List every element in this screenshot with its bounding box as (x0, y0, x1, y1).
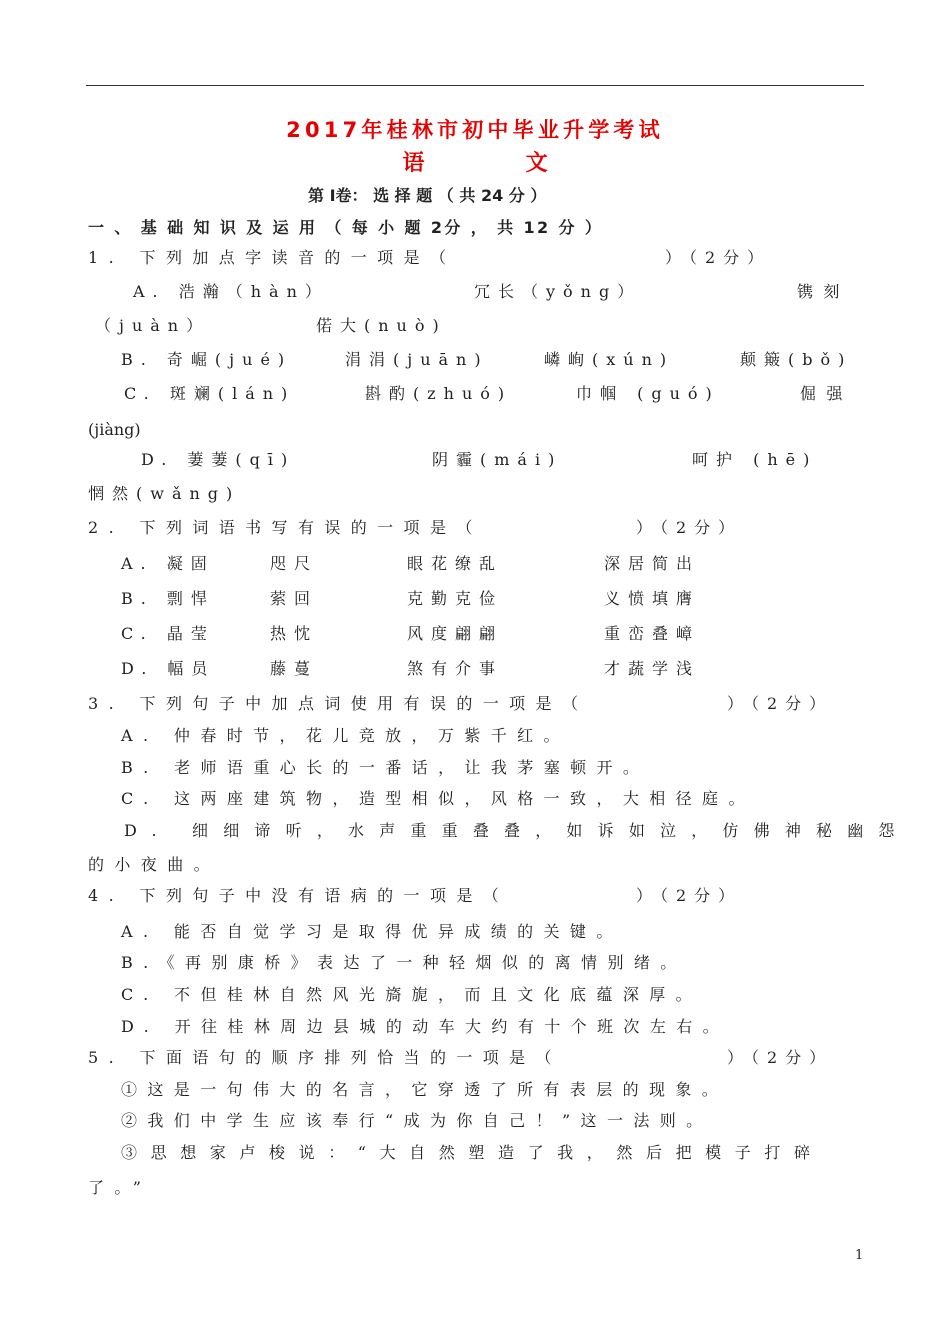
q2-a-3: 眼花缭乱 (407, 554, 504, 573)
q1-option-b-1: B. 奇崛(jué) (121, 350, 293, 369)
q5-sentence-3-2: 了。” (88, 1178, 152, 1197)
q1-option-b-4: 颠簸(bǒ) (740, 350, 853, 369)
q3-option-a: A. 仲春时节，花儿竞放，万紫千红。 (121, 726, 570, 745)
q2-c-4: 重峦叠嶂 (604, 624, 701, 643)
section-heading: 一 、 基 础 知 识 及 运 用 （ 每 小 题 2分 ， 共 12 分 ） (88, 218, 604, 237)
q1-option-d-2: 阴霾(mái) (432, 450, 563, 469)
q5-sentence-2: ②我们中学生应该奉行“成为你自己！”这一法则。 (121, 1111, 713, 1130)
q3-stem: 3. 下列句子中加点词使用有误的一项是（ (88, 694, 589, 713)
q1-option-a-5: 偌大(nuò) (316, 316, 447, 335)
q3-option-b: B. 老师语重心长的一番话，让我茅塞顿开。 (121, 758, 650, 777)
q1-option-d-3: 呵护 (hē) (692, 450, 818, 469)
q2-stem: 2. 下列词语书写有误的一项是（ (88, 518, 483, 537)
q1-score: ）（2分） (665, 248, 772, 267)
page-number: 1 (855, 1248, 864, 1263)
q1-option-a-4: （juàn） (95, 316, 211, 335)
q2-a-4: 深居简出 (604, 554, 701, 573)
q2-a-1: A. 凝固 (121, 554, 215, 573)
q4-option-b: B.《再别康桥》表达了一种轻烟似的离情别绪。 (121, 953, 687, 972)
q5-stem: 5. 下面语句的顺序排列恰当的一项是（ (88, 1048, 562, 1067)
q1-option-c-2: 斟酌(zhuó) (365, 384, 513, 403)
q1-option-a-2: 冗长（yǒng） (474, 282, 642, 301)
q1-option-b-3: 嶙峋(xún) (544, 350, 675, 369)
q1-option-d-1: D. 萋萋(qī) (141, 450, 296, 469)
q3-option-d-1: D. 细细谛听，水声重重叠叠，如诉如泣，仿佛神秘幽怨 (124, 821, 910, 840)
q2-b-1: B. 剽悍 (121, 589, 215, 608)
q1-option-b-2: 涓涓(juān) (345, 350, 489, 369)
q2-d-3: 煞有介事 (407, 659, 504, 678)
q2-c-1: C. 晶莹 (121, 624, 215, 643)
q4-option-c: C. 不但桂林自然风光旖旎，而且文化底蕴深厚。 (121, 985, 703, 1004)
q2-d-2: 藤蔓 (270, 659, 319, 678)
q3-option-c: C. 这两座建筑物，造型相似，风格一致，大相径庭。 (121, 789, 755, 808)
q5-sentence-1: ①这是一句伟大的名言，它穿透了所有表层的现象。 (121, 1080, 729, 1099)
q3-score: ）（2分） (727, 694, 834, 713)
q4-option-a: A. 能否自觉学习是取得优异成绩的关键。 (121, 922, 623, 941)
q4-score: ）（2分） (636, 886, 743, 905)
q1-option-d-4: 惘然(wǎng) (88, 484, 241, 503)
q2-c-3: 风度翩翩 (407, 624, 504, 643)
exam-title: 2017年桂林市初中毕业升学考试 (286, 118, 664, 142)
q3-option-d-2: 的小夜曲。 (88, 855, 221, 874)
q2-d-4: 才蔬学浅 (604, 659, 701, 678)
q2-a-2: 咫尺 (270, 554, 319, 573)
q2-b-4: 义愤填膺 (604, 589, 701, 608)
q2-score: ）（2分） (636, 518, 743, 537)
q4-option-d: D. 开往桂林周边县城的动车大约有十个班次左右。 (121, 1017, 730, 1036)
q1-option-a-1: A. 浩瀚（hàn） (133, 282, 329, 301)
q1-option-c-5: (jiàng) (88, 420, 141, 439)
top-rule (86, 85, 864, 86)
q1-option-c-4: 倔强 (800, 384, 853, 403)
q5-score: ）（2分） (727, 1048, 834, 1067)
q2-c-2: 热忱 (270, 624, 319, 643)
part-heading: 第 I卷： 选 择 题 （ 共 24 分 ） (308, 186, 547, 205)
q1-option-c-3: 巾帼 (guó) (576, 384, 720, 403)
q1-option-c-1: C. 斑斓(lán) (124, 384, 296, 403)
q4-stem: 4. 下列句子中没有语病的一项是（ (88, 886, 510, 905)
q1-stem: 1. 下列加点字读音的一项是（ (88, 248, 457, 267)
q2-d-1: D. 幅员 (121, 659, 216, 678)
q1-option-a-3: 镌刻 (797, 282, 850, 301)
q2-b-2: 萦回 (270, 589, 319, 608)
q5-sentence-3-1: ③思想家卢梭说：“大自然塑造了我，然后把模子打碎 (121, 1143, 824, 1162)
q2-b-3: 克勤克俭 (407, 589, 504, 608)
subject-title: 语 文 (402, 151, 588, 176)
